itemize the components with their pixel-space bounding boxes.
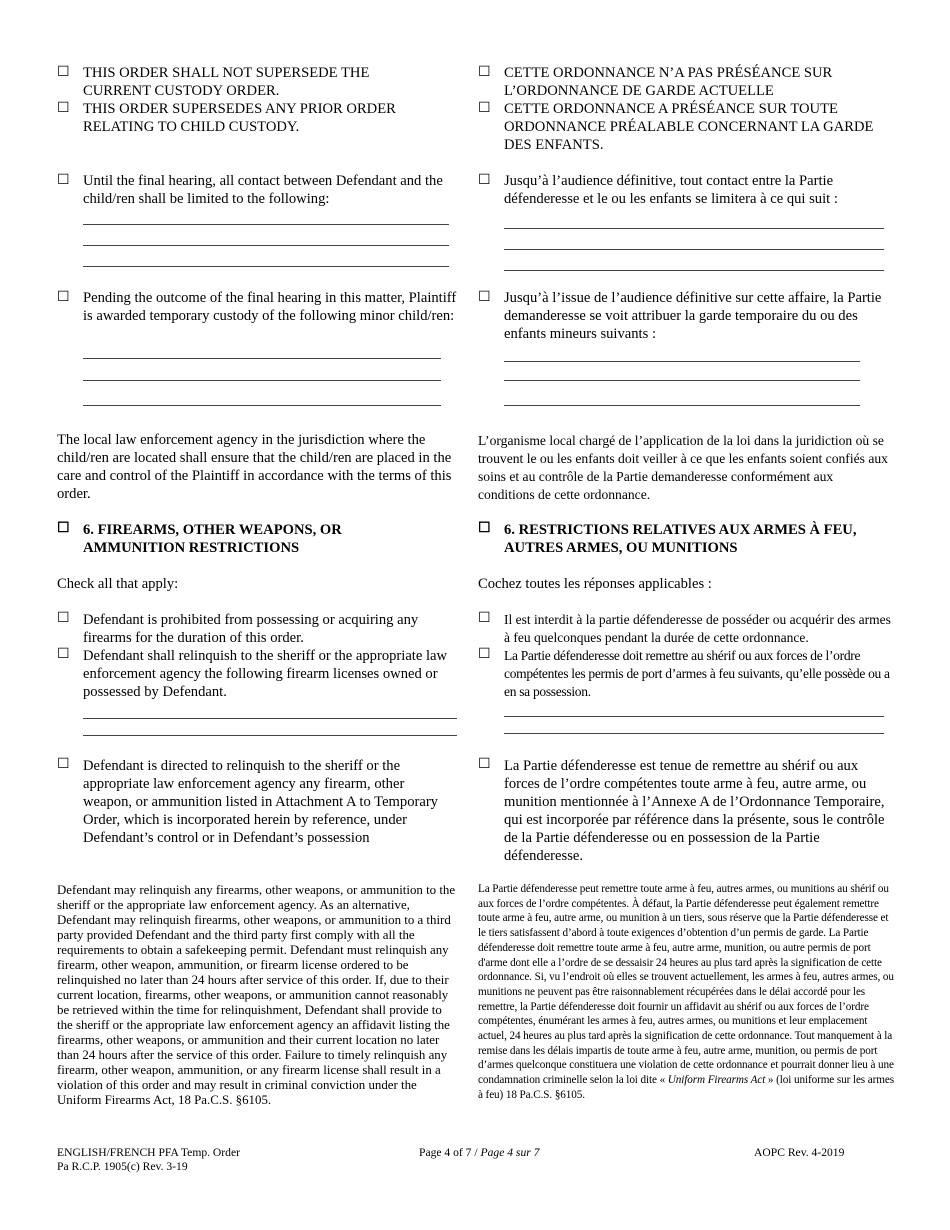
child-blank-line-fr[interactable] [504,380,860,381]
checkbox-contact-limit-fr[interactable]: ☐ [478,173,491,188]
option-prohibited: Defendant is prohibited from possessing or acquiring any firearms for the duration of this order. [83,612,419,646]
option-contact-limit-fr: Jusqu’à l’audience définitive, tout contact entre la Partie défenderesse et le ou les enfants se limitera à ce qui suit : [504,173,838,207]
section6-title: 6. FIREARMS, OTHER WEAPONS, OR AMMUNITION RESTRICTIONS [83,522,342,556]
option-relinquish-licenses: Defendant shall relinquish to the sheriff or the appropriate law enforcement agency the following firearm licenses owned or possessed by Defendant. [83,648,448,700]
footer-revision: AOPC Rev. 4-2019 [754,1146,845,1159]
checkbox-not-supersede[interactable]: ☐ [57,65,70,80]
section6-title-fr: 6. RESTRICTIONS RELATIVES AUX ARMES À FEU, AUTRES ARMES, OU MUNITIONS [504,522,857,556]
footer-form-name: ENGLISH/FRENCH PFA Temp. Order [57,1146,240,1159]
checkbox-relinquish-weapons[interactable]: ☐ [57,757,70,772]
relinquish-paragraph-fr-part-b: » (loi uniforme sur les armes à feu) 18 Pa.C.S. §6105. [478,1074,894,1101]
contact-blank-line[interactable] [83,224,449,225]
contact-blank-line[interactable] [83,245,449,246]
checkbox-relinquish-licenses[interactable]: ☐ [57,647,70,662]
contact-blank-line-fr[interactable] [504,228,884,229]
child-blank-line-fr[interactable] [504,405,860,406]
law-enforcement-paragraph-fr: L’organisme local chargé de l’application de la loi dans la juridiction où se trouvent le ou les enfants doit veiller à ce que les enfants soient confiés aux soins et au contrôle de la Partie demanderesse conformément aux conditions de cette ordonnance. [478,433,888,502]
license-blank-line[interactable] [83,718,457,719]
checkbox-section6[interactable]: ☐ [57,521,70,536]
footer-page-number [419,1146,619,1160]
option-relinquish-weapons: Defendant is directed to relinquish to the sheriff or the appropriate law enforcement agency any firearm, other weapon, or ammunition listed in Attachment A to Temporary Order, which is incorporated herein by reference, under Defendant’s control or in Defendant’s possession [83,758,438,846]
check-all-instruction-fr: Cochez toutes les réponses applicables : [478,576,712,592]
uniform-firearms-act-title: Uniform Firearms Act [667,1074,766,1087]
checkbox-supersede-fr[interactable]: ☐ [478,101,491,116]
option-prohibited-fr: Il est interdit à la partie défenderesse de posséder ou acquérir des armes à feu quelconques pendant la durée de cette ordonnance. [504,612,891,645]
license-blank-line-fr[interactable] [504,716,884,717]
law-enforcement-paragraph: The local law enforcement agency in the jurisdiction where the child/ren are located shall ensure that the child/ren are placed in the care and control of the Plaintiff in accordance with the terms of this order. [57,432,452,502]
child-blank-line-fr[interactable] [504,361,860,362]
relinquish-paragraph: Defendant may relinquish any firearms, other weapons, or ammunition to the sheriff or the appropriate law enforcement agency. As an alternative, Defendant may relinquish firearms, other weapons, or ammunition to a third party provided Defendant and the third party first comply with all the requirements to obtain a safekeeping permit. Defendant must relinquish any firearm, other weapon, ammunition, or firearm license ordered to be relinquished no later than 24 hours after service of this order. If, due to their current location, firearms, other weapons, or ammunition cannot reasonably be retrieved within the time for relinquishment, Defendant shall provide to the sheriff or the appropriate law enforcement agency an affidavit listing the firearms, other weapons, or ammunition and their current location no later than 24 hours after the service of this order. Failure to timely relinquish any firearm, other weapon, ammunition, or any firearm license shall result in a violation of this order and may result in criminal conviction under the Uniform Firearms Act, 18 Pa.C.S. §6105. [57,883,456,1107]
option-supersede-fr: CETTE ORDONNANCE A PRÉSÉANCE SUR TOUTE ORDONNANCE PRÉALABLE CONCERNANT LA GARDE DES ENFANTS. [504,101,874,153]
license-blank-line-fr[interactable] [504,733,884,734]
relinquish-paragraph-fr-part-a: La Partie défenderesse peut remettre toute arme à feu, autres armes, ou munitions au shérif ou aux forces de l’ordre compétentes. À défaut, la Partie défenderesse peut également remettre toute arme à feu, autre arme, ou munition à un tiers, sous réserve que la Partie défenderesse et le tiers satisfassent d’abord à toute exigences d’obtention d’un permis de garde. La Partie défenderesse doit remettre toute arme à feu, autre arme, munition, ou autre permis de port d'arme dont elle a l’ordre de se dessaisir 24 heures au plus tard après la signification de cette ordonnance. Si, vu l’endroit où elles se trouvent actuellement, les armes à feu, autres armes, ou munitions ne peuvent pas être raisonnablement récupérées dans le délai accordé pour les remettre, la Partie défenderesse doit fournir un affidavit au shérif ou aux forces de l’ordre compétentes, énumérant les armes à feu, autres armes, ou munitions et leur emplacement actuel, 24 heures au plus tard après la signification de cette ordonnance. Tout manquement à la remise dans les délais impartis de toute arme à feu, autre arme, munition, ou permis de port d’armes quelconque constituera une violation de cette ordonnance et pourrait donner lieu à une condamnation criminelle selon la loi dite « [478,883,894,1087]
contact-blank-line[interactable] [83,266,449,267]
checkbox-supersede[interactable]: ☐ [57,101,70,116]
footer-form-info [57,1146,317,1174]
checkbox-relinquish-weapons-fr[interactable]: ☐ [478,757,491,772]
option-temp-custody-fr: Jusqu’à l’issue de l’audience définitive sur cette affaire, la Partie demanderesse se voit attribuer la garde temporaire du ou des enfants mineurs suivants : [504,290,882,342]
option-not-supersede-fr: CETTE ORDONNANCE N’A PAS PRÉSÉANCE SUR L’ORDONNANCE DE GARDE ACTUELLE [504,65,833,99]
child-blank-line[interactable] [83,405,441,406]
option-contact-limit: Until the final hearing, all contact between Defendant and the child/ren shall be limited to the following: [83,173,443,207]
check-all-instruction: Check all that apply: [57,576,179,592]
option-supersede: THIS ORDER SUPERSEDES ANY PRIOR ORDER RELATING TO CHILD CUSTODY. [83,101,396,135]
child-blank-line[interactable] [83,380,441,381]
checkbox-relinquish-licenses-fr[interactable]: ☐ [478,647,491,662]
checkbox-contact-limit[interactable]: ☐ [57,173,70,188]
checkbox-not-supersede-fr[interactable]: ☐ [478,65,491,80]
option-relinquish-licenses-fr: La Partie défenderesse doit remettre au shérif ou aux forces de l’ordre compétentes les permis de port d’armes à feu suivants, qu’elle possède ou a en sa possession. [504,648,890,699]
option-relinquish-weapons-fr: La Partie défenderesse est tenue de remettre au shérif ou aux forces de l’ordre compétentes toute arme à feu, autre arme, ou munition mentionnée à l’Annexe A de l’Ordonnance Temporaire, qui est incorporée par référence dans la présente, sous le contrôle de la Partie défenderesse ou en possession de la Partie défenderesse. [504,758,885,864]
license-blank-line[interactable] [83,735,457,736]
page-number-en: Page 4 of 7 / [419,1146,481,1159]
checkbox-prohibited-fr[interactable]: ☐ [478,611,491,626]
child-blank-line[interactable] [83,358,441,359]
relinquish-paragraph-fr [478,882,896,1103]
checkbox-temp-custody-fr[interactable]: ☐ [478,290,491,305]
footer-rule: Pa R.C.P. 1905(c) Rev. 3-19 [57,1160,188,1173]
option-temp-custody: Pending the outcome of the final hearing in this matter, Plaintiff is awarded temporary custody of the following minor child/ren: [83,290,457,324]
checkbox-temp-custody[interactable]: ☐ [57,290,70,305]
contact-blank-line-fr[interactable] [504,270,884,271]
page-number-fr: Page 4 sur 7 [480,1146,540,1159]
checkbox-section6-fr[interactable]: ☐ [478,521,491,536]
option-not-supersede: THIS ORDER SHALL NOT SUPERSEDE THE CURRENT CUSTODY ORDER. [83,65,370,99]
contact-blank-line-fr[interactable] [504,249,884,250]
checkbox-prohibited[interactable]: ☐ [57,611,70,626]
